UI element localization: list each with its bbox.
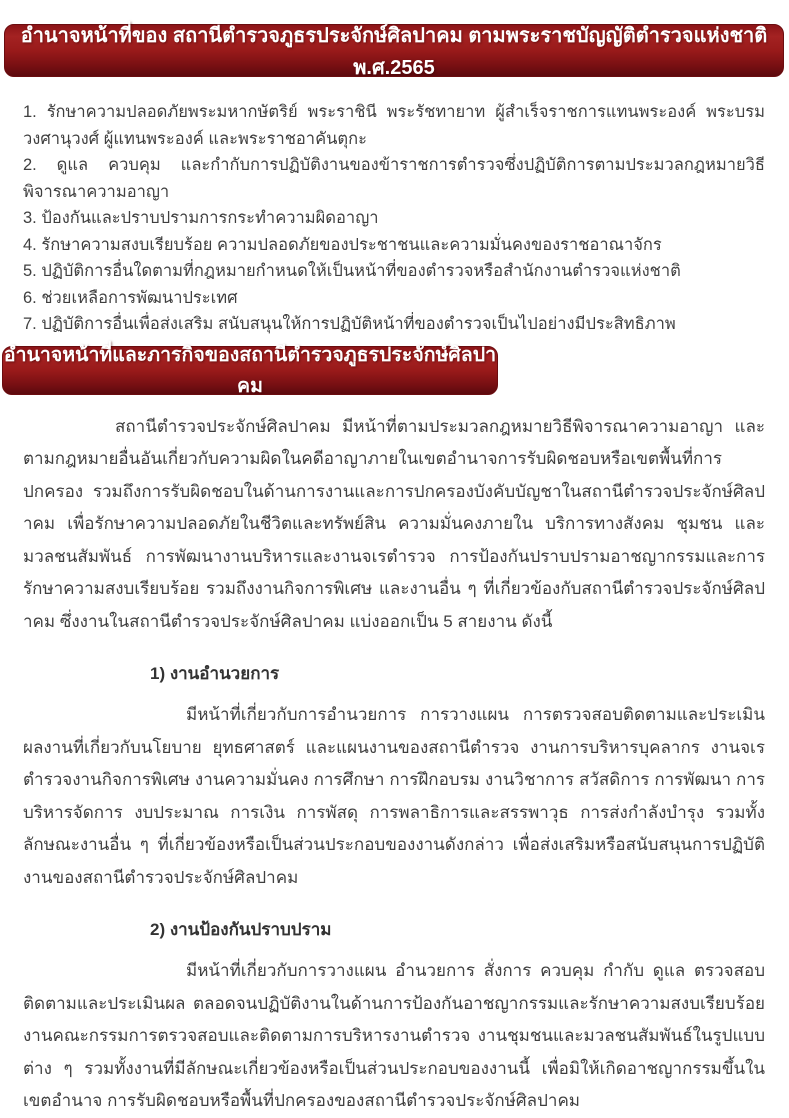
duty-item: 5. ปฏิบัติการอื่นใดตามที่กฎหมายกำหนดให้เป็นหน้าที่ของตำรวจหรือสำนักงานตำรวจแห่งชาติ [23, 262, 681, 280]
duty-item: 4. รักษาความสงบเรียบร้อย ความปลอดภัยของประชาชนและความมั่นคงของราชอาณาจักร [23, 235, 662, 254]
subsection-body: มีหน้าที่เกี่ยวกับการอำนวยการ การวางแผน การตรวจสอบติดตามและประเมินผลงานที่เกี่ยวกับนโยบาย ยุทธศาสตร์ และแผนงานของสถานีตำรวจ งานการบริหารบุคลากร งานจเรตำรวจงานกิจการพิเศษ งานความมั่นคง การศึกษา การฝึกอบรม งานวิชาการ สวัสดิการ การพัฒนา การบริหารจัดการ งบประมาณ การเงิน การพัสดุ การพลาธิการและสรรพาวุธ การส่งกำลังบำรุง รวมทั้งลักษณะงานอื่น ๆ ที่เกี่ยวข้องหรือเป็นส่วนประกอบของงานดังกล่าว เพื่อส่งเสริมหรือสนับสนุนการปฏิบัติงานของสถานีตำรวจประจักษ์ศิลปาคม [23, 705, 765, 887]
subsection-administration [0, 660, 789, 894]
subsection-heading: 2) งานป้องกันปราบปราม [150, 920, 332, 939]
section-title-banner [2, 346, 498, 395]
duty-item: 1. รักษาความปลอดภัยพระมหากษัตริย์ พระราชินี พระรัชทายาท ผู้สำเร็จราชการแทนพระองค์ พระบรมวงศานุวงศ์ ผู้แทนพระองค์ และพระราชอาคันตุกะ [23, 103, 765, 148]
duty-item: 6. ช่วยเหลือการพัฒนาประเทศ [23, 288, 238, 307]
document-page [0, 24, 789, 1118]
duties-list [23, 99, 765, 338]
main-title-banner [4, 24, 784, 77]
main-title: อำนาจหน้าที่ของ สถานีตำรวจภูธรประจักษ์ศิลปาคม ตามพระราชบัญญัติตำรวจแห่งชาติ พ.ศ.2565 [20, 24, 768, 79]
duty-item: 2. ดูแล ควบคุม และกำกับการปฏิบัติงานของข้าราชการตำรวจซึ่งปฏิบัติการตามประมวลกฎหมายวิธีพิจารณาความอาญา [23, 156, 765, 201]
section-title: อำนาจหน้าที่และภารกิจของสถานีตำรวจภูธรประจักษ์ศิลปาคม [3, 344, 497, 397]
subsection-prevention-suppression [0, 916, 789, 1118]
subsection-body: มีหน้าที่เกี่ยวกับการวางแผน อำนวยการ สั่งการ ควบคุม กำกับ ดูแล ตรวจสอบติดตามและประเมินผล ตลอดจนปฏิบัติงานในด้านการป้องกันอาชญากรรมและรักษาความสงบเรียบร้อยงานคณะกรรมการตรวจสอบและติดตามการบริหารงานตำรวจ งานชุมชนและมวลชนสัมพันธ์ในรูปแบบต่าง ๆ รวมทั้งงานที่มีลักษณะเกี่ยวข้องหรือเป็นส่วนประกอบของงานนี้ เพื่อมิให้เกิดอาชญากรรมขึ้นในเขตอำนาจ การรับผิดชอบหรือพื้นที่ปกครองของสถานีตำรวจประจักษ์ศิลปาคม [23, 961, 765, 1110]
subsection-heading: 1) งานอำนวยการ [150, 664, 280, 683]
duty-item: 7. ปฏิบัติการอื่นเพื่อส่งเสริม สนับสนุนให้การปฏิบัติหน้าที่ของตำรวจเป็นไปอย่างมีประสิทธิภาพ [23, 315, 676, 333]
duty-item: 3. ป้องกันและปราบปรามการกระทำความผิดอาญา [23, 209, 379, 227]
intro-paragraph: สถานีตำรวจประจักษ์ศิลปาคม มีหน้าที่ตามประมวลกฎหมายวิธีพิจารณาความอาญา และตามกฎหมายอื่นอันเกี่ยวกับความผิดในคดีอาญาภายในเขตอำนาจการรับผิดชอบหรือเขตพื้นที่การปกครอง รวมถึงการรับผิดชอบในด้านการงานและการปกครองบังคับบัญชาในสถานีตำรวจประจักษ์ศิลปาคม เพื่อรักษาความปลอดภัยในชีวิตและทรัพย์สิน ความมั่นคงภายใน บริการทางสังคม ชุมชน และมวลชนสัมพันธ์ การพัฒนางานบริหารและงานจเรตำรวจ การป้องกันปราบปรามอาชญากรรมและการรักษาความสงบเรียบร้อย รวมถึงงานกิจการพิเศษ และงานอื่น ๆ ที่เกี่ยวข้องกับสถานีตำรวจประจักษ์ศิลปาคม ซึ่งงานในสถานีตำรวจประจักษ์ศิลปาคม แบ่งออกเป็น 5 สายงาน ดังนี้ [23, 416, 765, 631]
